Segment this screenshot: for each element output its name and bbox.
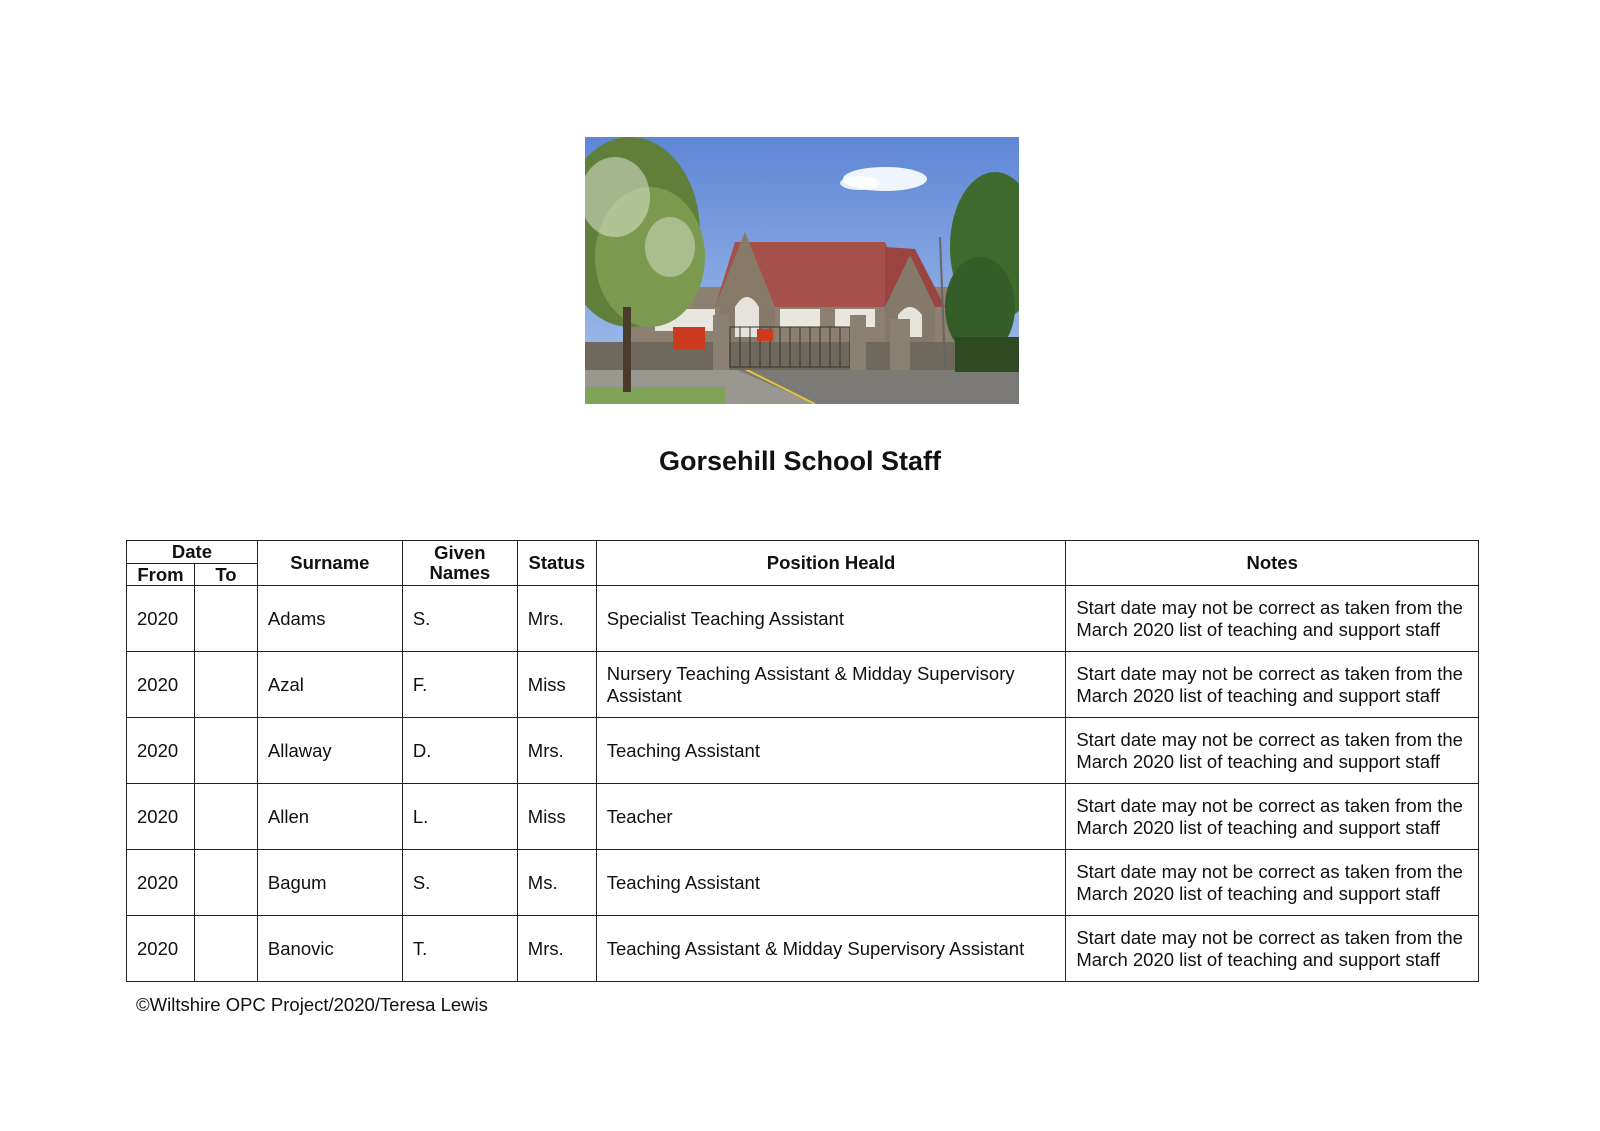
cell-status: Mrs. [517, 586, 596, 652]
cell-from: 2020 [127, 916, 195, 982]
cell-given: D. [402, 718, 517, 784]
cell-given: S. [402, 586, 517, 652]
school-building-photo [585, 137, 1019, 404]
cell-position: Teaching Assistant [596, 850, 1066, 916]
staff-table [126, 540, 1479, 982]
header-surname: Surname [257, 541, 402, 586]
cell-to [194, 652, 257, 718]
table-row [127, 718, 1479, 784]
cell-surname: Banovic [257, 916, 402, 982]
cell-surname: Allen [257, 784, 402, 850]
cell-to [194, 586, 257, 652]
header-from: From [127, 564, 195, 586]
cell-notes: Start date may not be correct as taken from the March 2020 list of teaching and support staff [1066, 850, 1479, 916]
cell-position: Teaching Assistant & Midday Supervisory Assistant [596, 916, 1066, 982]
cell-from: 2020 [127, 586, 195, 652]
cell-position: Teacher [596, 784, 1066, 850]
cell-to [194, 850, 257, 916]
header-to: To [194, 564, 257, 586]
cell-given: T. [402, 916, 517, 982]
cell-surname: Azal [257, 652, 402, 718]
cell-position: Nursery Teaching Assistant & Midday Supervisory Assistant [596, 652, 1066, 718]
cell-notes: Start date may not be correct as taken from the March 2020 list of teaching and support staff [1066, 784, 1479, 850]
cell-status: Miss [517, 784, 596, 850]
cell-to [194, 916, 257, 982]
cell-given: L. [402, 784, 517, 850]
table-row [127, 916, 1479, 982]
cell-given: S. [402, 850, 517, 916]
table-row [127, 850, 1479, 916]
cell-from: 2020 [127, 784, 195, 850]
cell-given: F. [402, 652, 517, 718]
cell-notes: Start date may not be correct as taken from the March 2020 list of teaching and support staff [1066, 718, 1479, 784]
cell-status: Miss [517, 652, 596, 718]
cell-to [194, 718, 257, 784]
header-position: Position Heald [596, 541, 1066, 586]
cell-status: Mrs. [517, 916, 596, 982]
cell-surname: Bagum [257, 850, 402, 916]
copyright-footer: ©Wiltshire OPC Project/2020/Teresa Lewis [136, 994, 488, 1015]
cell-notes: Start date may not be correct as taken from the March 2020 list of teaching and support staff [1066, 652, 1479, 718]
cell-from: 2020 [127, 718, 195, 784]
cell-position: Teaching Assistant [596, 718, 1066, 784]
cell-from: 2020 [127, 652, 195, 718]
header-date: Date [127, 541, 258, 564]
cell-to [194, 784, 257, 850]
table-row [127, 586, 1479, 652]
cell-from: 2020 [127, 850, 195, 916]
header-notes: Notes [1066, 541, 1479, 586]
cell-surname: Adams [257, 586, 402, 652]
header-status: Status [517, 541, 596, 586]
table-row [127, 784, 1479, 850]
cell-position: Specialist Teaching Assistant [596, 586, 1066, 652]
cell-status: Ms. [517, 850, 596, 916]
cell-notes: Start date may not be correct as taken from the March 2020 list of teaching and support staff [1066, 586, 1479, 652]
cell-notes: Start date may not be correct as taken from the March 2020 list of teaching and support staff [1066, 916, 1479, 982]
cell-surname: Allaway [257, 718, 402, 784]
page-title: Gorsehill School Staff [658, 446, 942, 476]
table-row [127, 652, 1479, 718]
header-given-names: Given Names [402, 541, 517, 586]
cell-status: Mrs. [517, 718, 596, 784]
